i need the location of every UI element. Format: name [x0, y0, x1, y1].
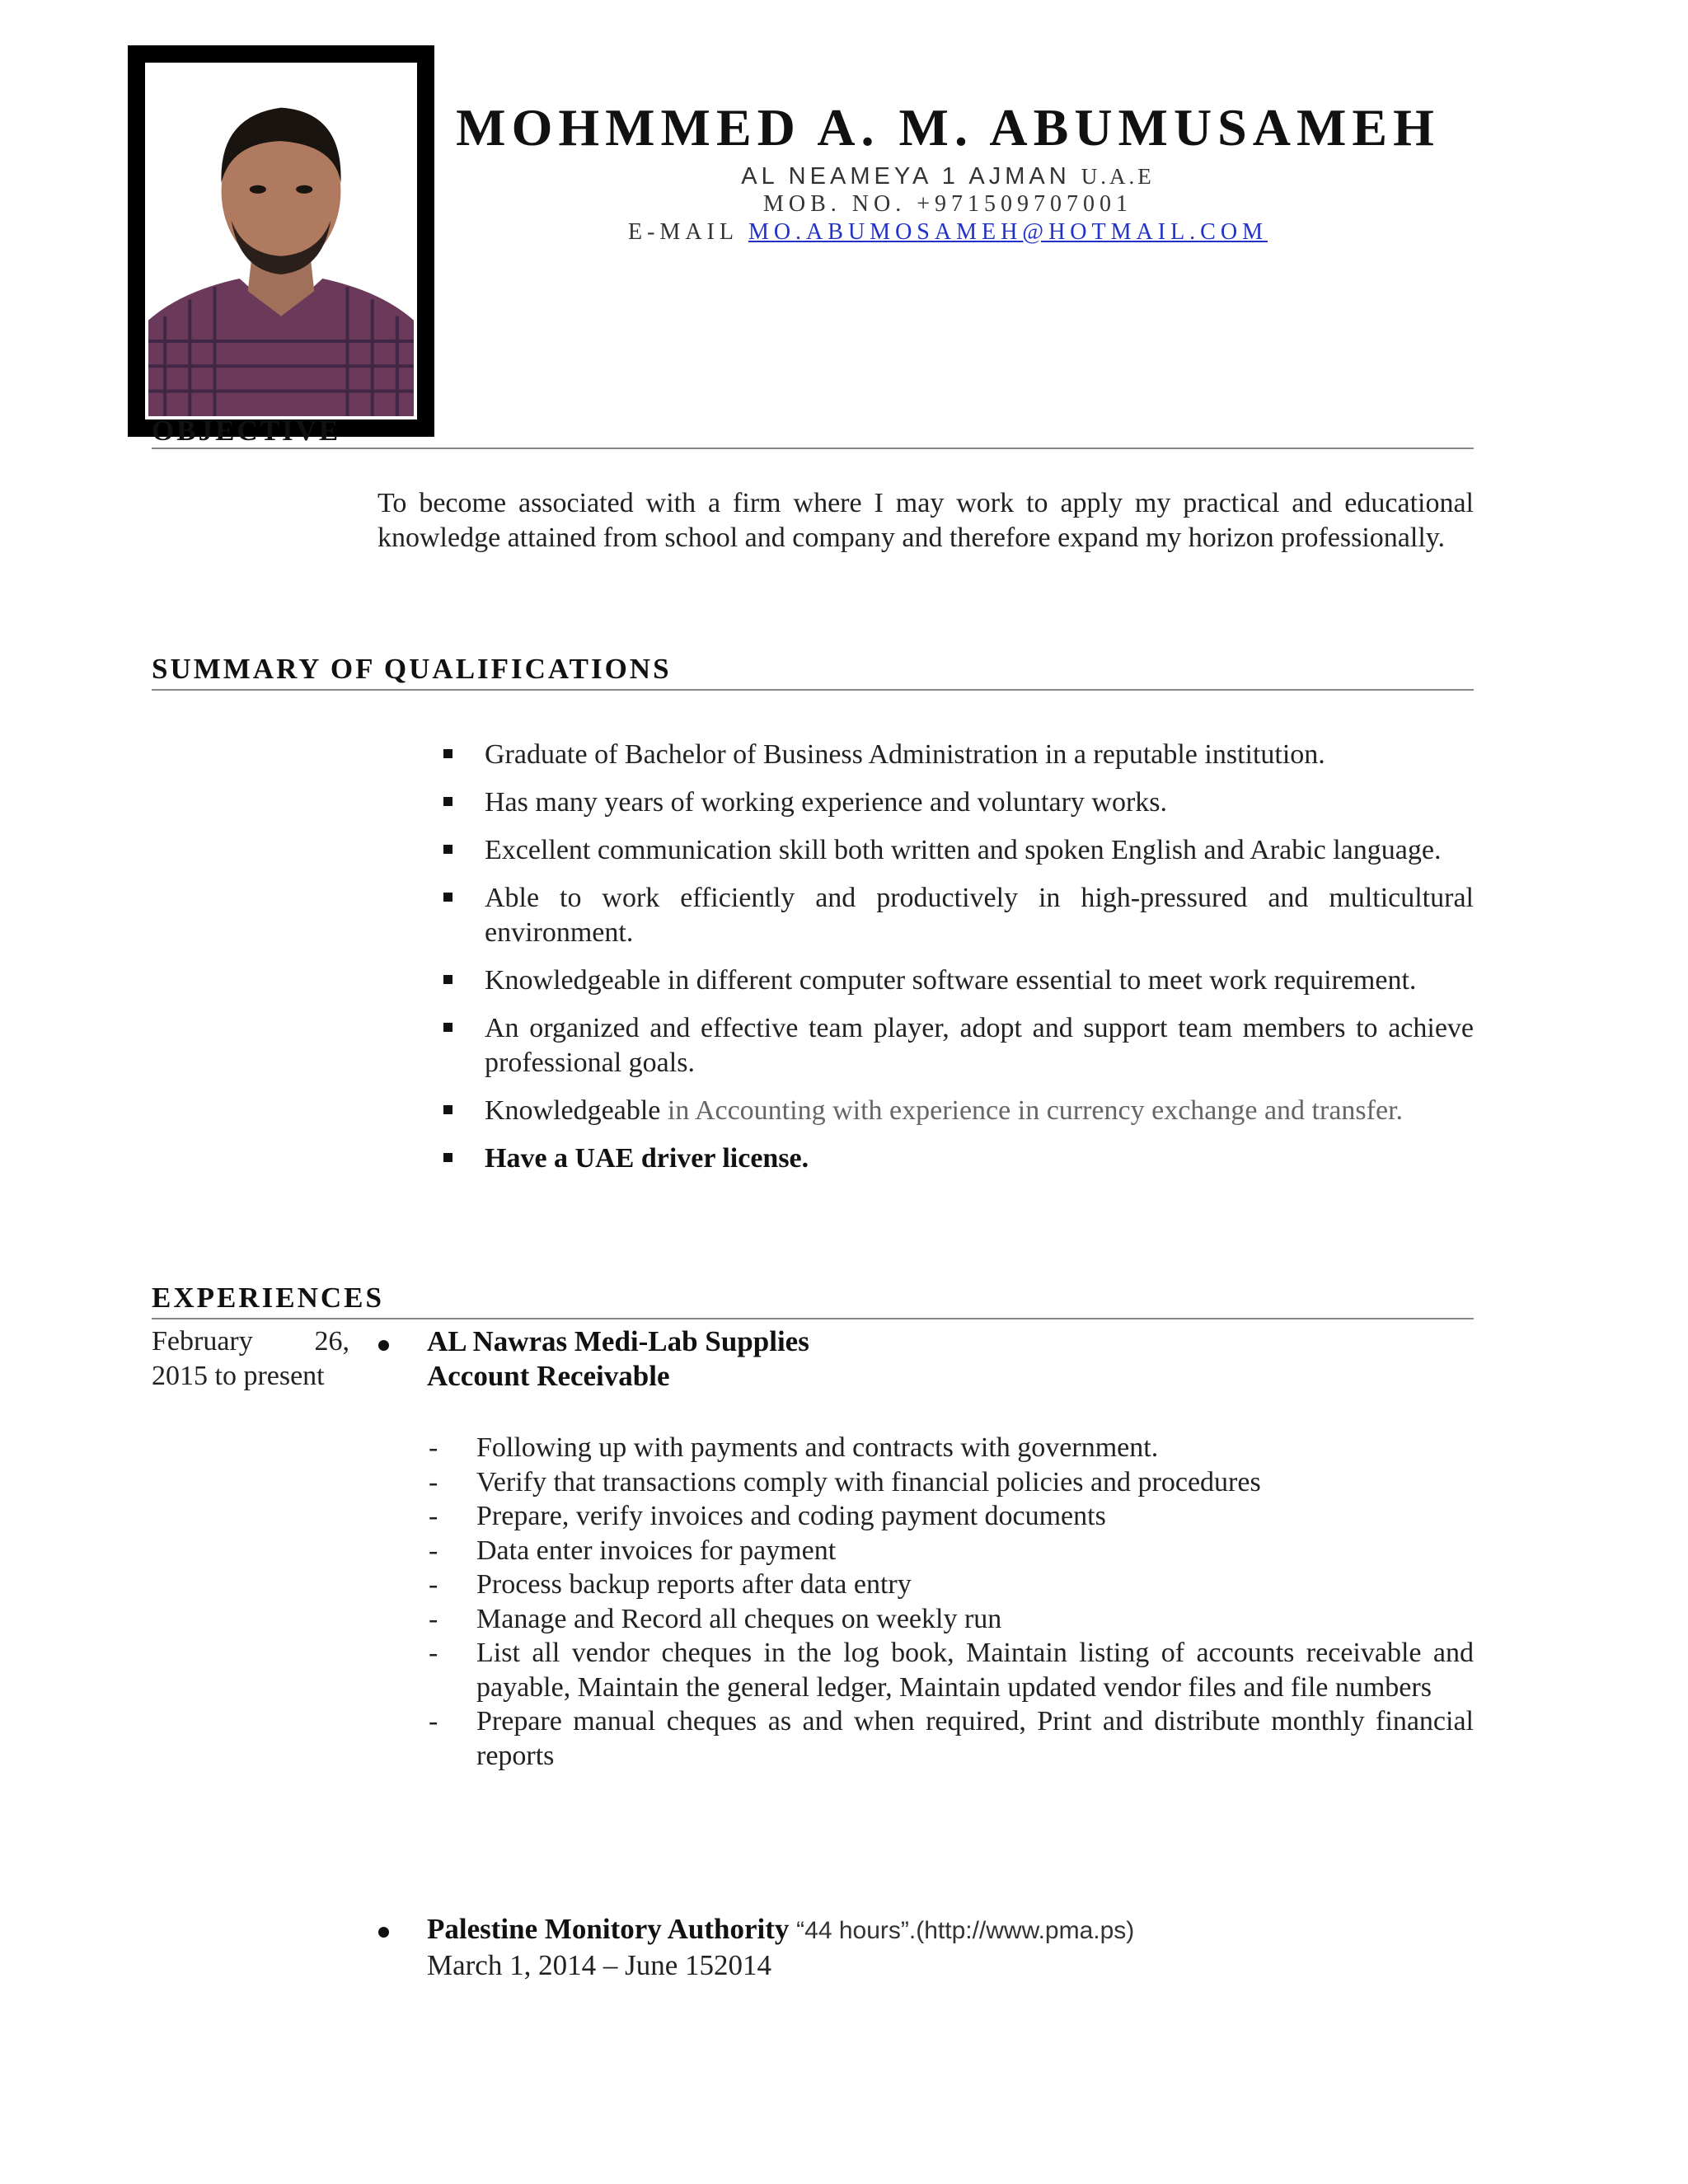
- list-item: Able to work efficiently and productively in high-pressured and multicultural environment.: [437, 881, 1474, 950]
- job1-date-day: 26,: [314, 1326, 349, 1357]
- list-item: Has many years of working experience and voluntary works.: [437, 785, 1474, 820]
- list-item: An organized and effective team player, adopt and support team members to achieve professional goals.: [437, 1011, 1474, 1080]
- objective-heading-text: OBJECTIVE: [152, 415, 341, 447]
- summary-heading: SUMMARY OF QUALIFICATIONS: [152, 653, 1474, 691]
- job2-dates: March 1, 2014 – June 152014: [427, 1949, 772, 1981]
- candidate-name: MOHMMED A. M. ABUMUSAMEH: [456, 98, 1440, 157]
- list-item: - Prepare, verify invoices and coding payment documents: [427, 1499, 1474, 1534]
- address: [412, 163, 1484, 190]
- job1-duties: [427, 1431, 1474, 1773]
- list-item: - Following up with payments and contracts with government.: [427, 1431, 1474, 1465]
- profile-photo: [142, 59, 420, 423]
- mobile-number: [412, 191, 1484, 218]
- job1-date-month: February: [152, 1326, 253, 1357]
- list-item: [437, 1094, 1474, 1128]
- address-street: AL NEAMEYA 1 AJMAN: [741, 163, 1071, 190]
- list-item: Excellent communication skill both written and spoken English and Arabic language.: [437, 833, 1474, 868]
- profile-photo-frame: [128, 45, 434, 437]
- address-country: U.A.E: [1081, 164, 1155, 189]
- list-item-text-light: in Accounting with experience in currency exchange and transfer.: [660, 1095, 1404, 1126]
- job2-header: [427, 1912, 1134, 1948]
- list-item: Have a UAE driver license.: [437, 1141, 1474, 1176]
- qualifications-list: [437, 738, 1474, 1189]
- list-item: Knowledgeable in different computer software essential to meet work requirement.: [437, 963, 1474, 998]
- experiences-heading: EXPERIENCES: [152, 1282, 1474, 1319]
- bullet-icon: [378, 1927, 389, 1938]
- list-item: - Verify that transactions comply with financial policies and procedures: [427, 1465, 1474, 1500]
- job2-hours: “44 hours”.(http://www.pma.ps): [796, 1917, 1135, 1944]
- list-item: - Data enter invoices for payment: [427, 1534, 1474, 1568]
- job1-date-line2: 2015 to present: [152, 1361, 325, 1391]
- list-item-text: Knowledgeable: [485, 1095, 661, 1126]
- email-label: E-MAIL: [628, 219, 738, 245]
- list-item: - Process backup reports after data entry: [427, 1568, 1474, 1602]
- list-item: - List all vendor cheques in the log book, Maintain listing of accounts receivable and payable, Maintain the general ledger, Maintain updated vendor files and file numbers: [427, 1636, 1474, 1704]
- list-item: Graduate of Bachelor of Business Administration in a reputable institution.: [437, 738, 1474, 772]
- job1-date: [152, 1324, 349, 1394]
- list-item: - Prepare manual cheques as and when required, Print and distribute monthly financial reports: [427, 1704, 1474, 1773]
- objective-text: To become associated with a firm where I may work to apply my practical and educational knowledge attained from school and company and therefore expand my horizon professionally.: [377, 488, 1474, 553]
- job1-title: [427, 1324, 809, 1394]
- email-line: [412, 219, 1484, 246]
- list-item: - Manage and Record all cheques on weekly run: [427, 1602, 1474, 1637]
- job1-company: AL Nawras Medi-Lab Supplies: [427, 1325, 809, 1357]
- objective-heading: [152, 408, 1474, 449]
- email-link[interactable]: MO.ABUMOSAMEH@HOTMAIL.COM: [748, 219, 1268, 245]
- bullet-icon: [378, 1340, 389, 1351]
- job2-company: Palestine Monitory Authority: [427, 1913, 790, 1945]
- job1-role: Account Receivable: [427, 1360, 670, 1392]
- mobile-value: +971509707001: [917, 191, 1133, 217]
- mobile-label: MOB. NO.: [762, 191, 907, 217]
- job2: [427, 1912, 1134, 1983]
